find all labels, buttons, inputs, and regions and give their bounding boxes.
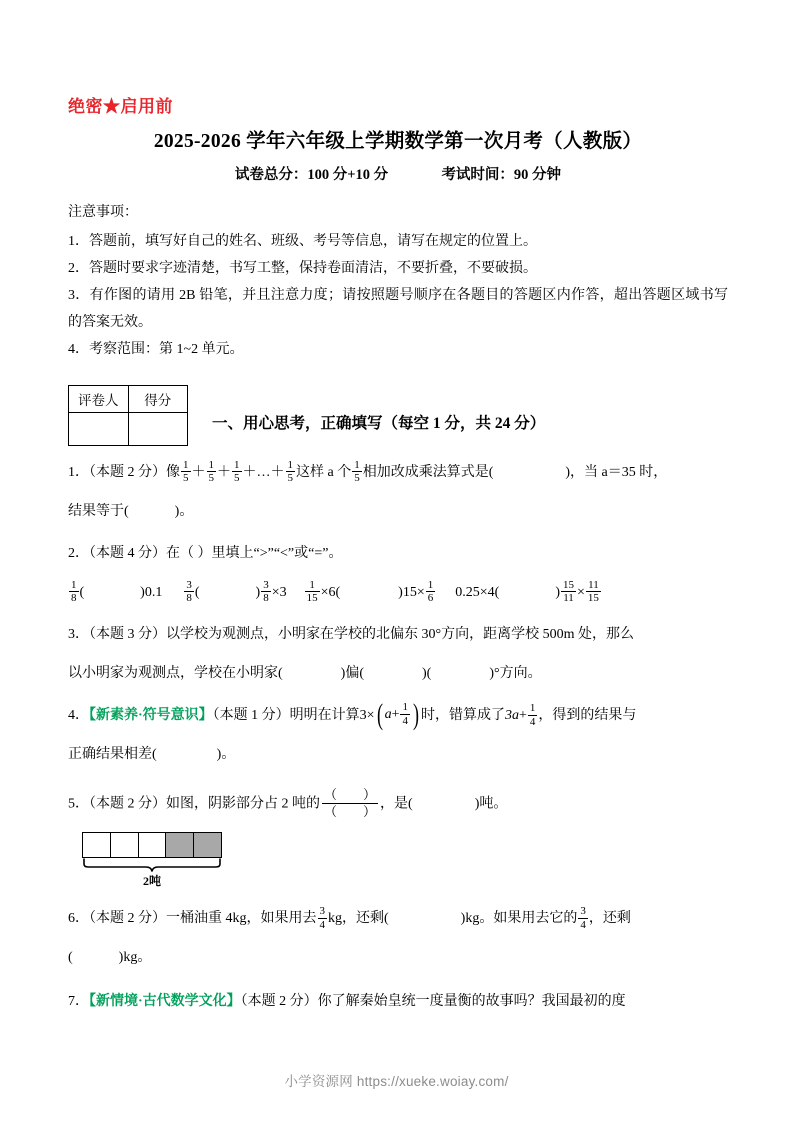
page-content (68, 96, 728, 1017)
q1-text-c: 相加改成乘法算式是( (362, 465, 494, 480)
q6-text-b: kg，还剩( (328, 911, 389, 927)
q5-points: （本题 2 分） (89, 796, 166, 812)
notice-item-3: 3．有作图的请用 2B 铅笔，并且注意力度；请按照题号顺序在各题目的答题区内作答，超出答题区域书写的答案无效。 (68, 288, 728, 330)
q4-tag: 【新素养·符号意识】 (89, 708, 213, 724)
q5-bar-caption: 2吨 (142, 874, 161, 889)
q4-text-b: 时，错算成了 (420, 708, 505, 724)
q5-answer-blank-1[interactable] (413, 790, 475, 820)
exam-meta-row (68, 164, 728, 186)
question-7 (68, 987, 728, 1017)
q5-bar-cell-3 (139, 833, 167, 857)
q1-frac1-denominator: 5 (183, 472, 189, 485)
q3-line2-a: 以小明家为观测点，学校在小明家( (68, 666, 283, 681)
q4-text-c: ，得到的结果与 (538, 708, 637, 724)
q2-number: 2． (68, 546, 89, 561)
q4-expr-frac-numerator: 1 (402, 700, 408, 713)
q4-expr-mult: 3× (359, 708, 375, 724)
q6-points: （本题 2 分） (89, 911, 166, 927)
footer-watermark: 小学资源网 https://xueke.woiay.com/ (284, 1074, 509, 1089)
score-table-grader-cell[interactable] (69, 413, 129, 446)
q2-cmp4-left: 0.25×4 (455, 585, 495, 600)
q2-answer-blank-3[interactable] (340, 578, 398, 608)
question-4 (68, 698, 728, 731)
q1-frac2-numerator: 1 (208, 458, 214, 471)
q5-bar-cell-4-shaded (166, 833, 194, 857)
exam-time-label: 考试时间：90 分钟 (441, 167, 562, 183)
q5-text-a: 如图，阴影部分占 2 吨的 (166, 796, 320, 812)
q2-cmp1-right: 0.1 (144, 585, 163, 600)
q1-fraction-4 (286, 459, 296, 485)
q5-text-b: ，是( (380, 796, 413, 812)
q7-points: （本题 2 分） (240, 994, 318, 1010)
q6-frac2-numerator: 3 (580, 905, 586, 918)
q1-frac3-numerator: 1 (234, 458, 240, 471)
q4-expr2-coefficient: 3a (504, 708, 519, 724)
score-table-grader-header: 评卷人 (69, 386, 129, 413)
q1-fraction-2 (207, 459, 217, 485)
question-2 (68, 539, 728, 569)
notice-item-4: 4．考察范围：第 1~2 单元。 (68, 342, 244, 357)
q4-parenthesized-expression (375, 700, 421, 730)
q4-expr-fraction (400, 701, 410, 727)
q5-bar-row (82, 832, 222, 858)
secret-notice: 绝密★启用前 (68, 97, 173, 116)
q4-expr2-frac-denominator: 4 (529, 715, 536, 728)
q3-number: 3． (68, 627, 89, 642)
q1-frac5-numerator: 1 (354, 458, 360, 471)
section-one-heading: 一、用心思考，正确填写（每空 1 分，共 24 分） (212, 415, 546, 432)
q1-frac2-denominator: 5 (208, 472, 214, 485)
q6-text-c: )kg。如果用去它的 (460, 911, 578, 927)
q6-text-d: ，还剩 (588, 911, 631, 927)
q2-cmp3-left-fraction: $\frac{1}{15}$ (306, 578, 318, 605)
score-table-header-row (69, 386, 188, 413)
score-table (68, 385, 188, 446)
q5-bar-diagram (82, 832, 232, 890)
notice-item-1: 1．答题前，填写好自己的姓名、班级、考号等信息，请写在规定的位置上。 (68, 234, 537, 249)
q5-text-c: )吨。 (474, 796, 508, 812)
question-1-line2 (68, 497, 728, 527)
q6-fraction-1 (318, 905, 328, 931)
q1-answer-blank-1[interactable] (493, 458, 565, 488)
q4-expr2-frac-numerator: 1 (529, 701, 536, 714)
q4-answer-blank-1[interactable] (157, 740, 217, 770)
q4-text-a: 明明在计算 (289, 708, 360, 724)
q1-text-d: )，当 a＝35 时， (565, 465, 668, 480)
score-table-value-row (69, 413, 188, 446)
q2-answer-blank-1[interactable] (84, 578, 140, 608)
q4-number: 4． (68, 708, 89, 724)
q6-frac1-denominator: 4 (319, 918, 325, 931)
q6-answer-blank-2[interactable] (73, 943, 119, 973)
q5-bar-cell-5-shaded (194, 833, 221, 857)
q5-fraction-denominator-blank[interactable]: （ ） (324, 803, 377, 819)
q1-frac4-numerator: 1 (287, 458, 293, 471)
q3-line2-c: )( (422, 666, 432, 681)
q1-fraction-1 (181, 459, 191, 485)
q1-text-a: 像 (166, 465, 180, 480)
section-one-block (68, 385, 728, 446)
q2-cmp2-left-fraction: $\frac{3}{8}$ (186, 578, 192, 605)
q2-text: 在（ ）里填上“>”“<”或“=”。 (166, 546, 343, 561)
q5-bar-cell-2 (111, 833, 139, 857)
question-3 (68, 620, 728, 650)
q6-answer-blank-1[interactable] (389, 904, 461, 934)
q4-expr2-plus: + (518, 708, 527, 724)
notice-title: 注意事项： (68, 205, 138, 220)
q3-answer-blank-3[interactable] (431, 659, 489, 689)
q4-expr2-fraction (528, 702, 538, 728)
question-4-line2 (68, 740, 728, 770)
q1-number: 1． (68, 465, 89, 480)
q2-cmp4-right-fraction-2: $\frac{11}{15}$ (587, 578, 599, 605)
q1-frac4-denominator: 5 (287, 472, 293, 485)
question-2-comparisons: $\frac{1}{8}$ ( )0.1 $\frac{3}{8}$ ( ) $\frac{3}{8}$ ×3 $\frac{1}{15}$ ×6( )15× $\frac{1}{6}$ 0.25×4( ) $\frac{15}{11}$ × $\frac{11}{15}$ (68, 578, 728, 608)
q6-number: 6． (68, 911, 89, 927)
q1-points: （本题 2 分） (89, 465, 166, 480)
q2-cmp4-right-fraction-1: $\frac{15}{11}$ (563, 578, 574, 605)
q2-answer-blank-2[interactable] (200, 578, 256, 608)
q4-expr-frac-denominator: 4 (402, 714, 408, 727)
q4-expr-plus: + (391, 707, 400, 722)
q7-text: 你了解秦始皇统一度量衡的故事吗？我国最初的度 (317, 994, 626, 1010)
q6-text-a: 一桶油重 4kg，如果用去 (166, 911, 317, 927)
q1-frac5-denominator: 5 (354, 472, 360, 485)
q6-frac1-numerator: 3 (319, 905, 325, 918)
q5-number: 5． (68, 796, 89, 812)
q1-frac1-numerator: 1 (183, 458, 189, 471)
q4-left-paren: ( (376, 698, 383, 731)
q4-line2-a: 正确结果相差( (68, 747, 157, 763)
q1-frac3-denominator: 5 (234, 472, 240, 485)
q1-fraction-3 (232, 459, 242, 485)
q1-text-f: )。 (174, 504, 194, 519)
q4-line2-b: )。 (216, 747, 236, 763)
q3-line1: 以学校为观测点，小明家在学校的北偏东 30°方向，距离学校 500m 处，那么 (166, 627, 634, 642)
q5-bar-cell-1 (83, 833, 111, 857)
q3-line2-b: )偏( (340, 666, 364, 681)
q6-line2-a: ( (68, 950, 73, 966)
question-1: 1．（本题 2 分）像 $\frac{1}{5}$ ＋ $\frac{1}{5}$ ＋ $\frac{1}{5}$ ＋…＋ $\frac{1}{5}$ 这样 a 个 $\frac{1}{5}$ 相加改成乘法算式是( )，当 a＝35 时， (68, 458, 728, 488)
q5-answer-fraction[interactable] (322, 787, 378, 819)
q2-answer-blank-4[interactable] (499, 578, 555, 608)
q3-answer-blank-2[interactable] (364, 659, 422, 689)
q1-fraction-5 (352, 459, 362, 485)
q5-fraction-numerator-blank[interactable]: （ ） (324, 787, 377, 803)
q3-points: （本题 3 分） (89, 627, 166, 642)
q5-brace (82, 858, 222, 872)
q3-line2-d: )°方向。 (489, 666, 542, 681)
q4-points: （本题 1 分） (212, 708, 290, 724)
question-3-line2 (68, 659, 728, 689)
q2-cmp1-left-fraction: $\frac{1}{8}$ (71, 578, 77, 605)
question-6 (68, 904, 728, 934)
q1-text-e: 结果等于( (68, 504, 129, 519)
q7-number: 7． (68, 994, 89, 1010)
q7-tag: 【新情境·古代数学文化】 (89, 994, 241, 1010)
score-table-score-header: 得分 (128, 386, 188, 413)
q1-text-b: 这样 a 个 (296, 465, 352, 480)
q2-cmp2-right-fraction: $\frac{3}{8}$ (263, 578, 269, 605)
q2-cmp3-right-fraction: $\frac{1}{6}$ (427, 578, 434, 605)
q2-points: （本题 4 分） (89, 546, 166, 561)
total-score-label: 试卷总分：100 分+10 分 (234, 167, 389, 183)
brace-icon (82, 858, 222, 872)
q3-answer-blank-1[interactable] (283, 659, 341, 689)
notice-item-2: 2．答题时要求字迹清楚，书写工整，保持卷面清洁，不要折叠，不要破损。 (68, 261, 537, 276)
q4-expr-var: a (384, 707, 392, 722)
q1-answer-blank-2[interactable] (129, 497, 175, 527)
page-title: 2025-2026 学年六年级上学期数学第一次月考（人教版） (153, 131, 643, 152)
score-table-score-cell[interactable] (128, 413, 188, 446)
q6-frac2-denominator: 4 (580, 918, 586, 931)
q6-fraction-2 (578, 905, 588, 931)
question-5 (68, 788, 728, 820)
q4-right-paren: ) (412, 698, 419, 731)
q6-line2-b: )kg。 (118, 950, 152, 966)
question-6-line2 (68, 943, 728, 973)
